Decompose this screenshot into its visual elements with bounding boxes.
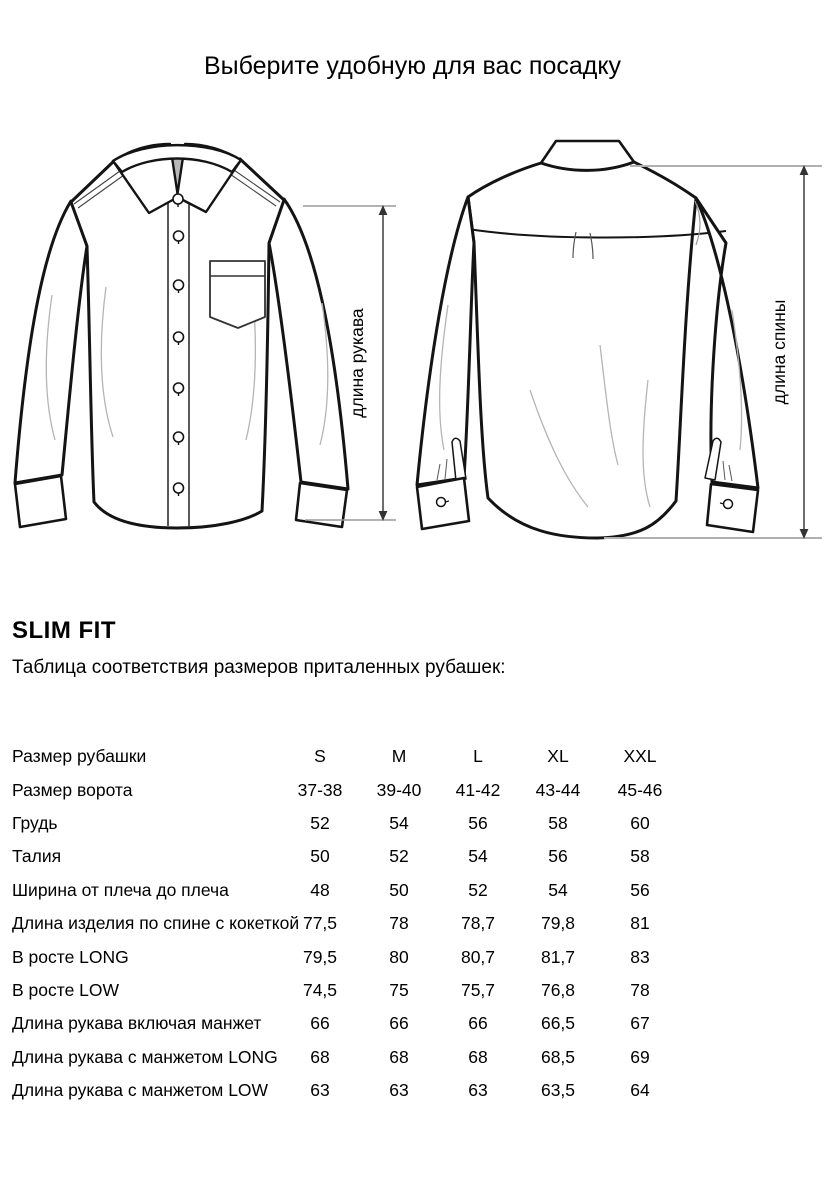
size-column-header: XXL xyxy=(623,746,657,767)
size-table-cell: 60 xyxy=(630,812,650,833)
size-table-cell: 63 xyxy=(468,1080,488,1101)
size-table-row-label: Ширина от плеча до плеча xyxy=(12,879,229,900)
size-table-row-label: Размер ворота xyxy=(12,779,133,800)
size-column-header: L xyxy=(473,746,483,767)
fit-diagram xyxy=(0,135,825,560)
size-table-cell: 68 xyxy=(468,1046,488,1067)
size-table-cell: 83 xyxy=(630,946,650,967)
size-table-cell: 58 xyxy=(548,812,568,833)
size-table-row-label: В росте LOW xyxy=(12,979,120,1000)
size-table-cell: 52 xyxy=(310,812,330,833)
shirt-front-illustration xyxy=(15,144,348,528)
back-length-label: длина спины xyxy=(769,299,789,405)
size-table-cell: 45-46 xyxy=(617,779,663,800)
size-table-row-label: Грудь xyxy=(12,812,58,833)
size-table-row-label: Талия xyxy=(12,846,62,867)
size-table-cell: 79,8 xyxy=(540,913,576,934)
size-table-cell: 54 xyxy=(389,812,409,833)
size-table-cell: 56 xyxy=(630,879,650,900)
size-table-cell: 52 xyxy=(389,846,409,867)
chest-pocket xyxy=(210,261,265,328)
size-table-row-label: Длина рукава с манжетом LOW xyxy=(12,1080,269,1101)
size-table xyxy=(12,740,674,1107)
size-table-cell: 48 xyxy=(310,879,330,900)
size-table-cell: 75 xyxy=(389,979,409,1000)
size-table-cell: 54 xyxy=(468,846,488,867)
size-table-cell: 78 xyxy=(389,913,409,934)
size-table-cell: 68,5 xyxy=(540,1046,576,1067)
size-table-cell: 43-44 xyxy=(535,779,581,800)
size-table-row-label: Длина рукава включая манжет xyxy=(12,1013,262,1034)
size-table-cell: 64 xyxy=(630,1080,650,1101)
size-table-cell: 67 xyxy=(630,1013,650,1034)
size-table-cell: 78,7 xyxy=(460,913,496,934)
size-table-cell: 77,5 xyxy=(302,913,338,934)
size-table-row-label: Размер рубашки xyxy=(12,746,147,767)
size-table-cell: 80 xyxy=(389,946,409,967)
fit-section-subtitle: Таблица соответствия размеров приталенных рубашек: xyxy=(12,657,506,678)
size-table-cell: 75,7 xyxy=(460,979,496,1000)
size-table-cell: 76,8 xyxy=(540,979,576,1000)
size-table-cell: 63 xyxy=(310,1080,330,1101)
size-table-cell: 54 xyxy=(548,879,568,900)
size-table-cell: 63 xyxy=(389,1080,409,1101)
size-table-cell: 56 xyxy=(468,812,488,833)
size-table-cell: 68 xyxy=(389,1046,409,1067)
size-table-cell: 50 xyxy=(389,879,409,900)
size-table-cell: 80,7 xyxy=(460,946,496,967)
size-table-cell: 68 xyxy=(310,1046,330,1067)
size-table-cell: 78 xyxy=(630,979,650,1000)
size-table-cell: 81 xyxy=(630,913,650,934)
size-table-cell: 56 xyxy=(548,846,568,867)
size-column-header: S xyxy=(314,746,326,767)
sleeve-length-label: длина рукава xyxy=(347,308,367,418)
size-table-cell: 79,5 xyxy=(302,946,338,967)
size-table-cell: 66 xyxy=(389,1013,409,1034)
size-table-cell: 69 xyxy=(630,1046,650,1067)
size-table-row-label: Длина изделия по спине с кокеткой xyxy=(12,913,300,934)
size-column-header: XL xyxy=(547,746,569,767)
size-table-cell: 74,5 xyxy=(302,979,338,1000)
size-table-cell: 37-38 xyxy=(297,779,343,800)
size-table-cell: 81,7 xyxy=(540,946,576,967)
page-title: Выберите удобную для вас посадку xyxy=(203,52,622,80)
size-table-cell: 41-42 xyxy=(455,779,501,800)
size-table-cell: 66 xyxy=(310,1013,330,1034)
size-table-cell: 39-40 xyxy=(376,779,422,800)
size-table-row-label: В росте LONG xyxy=(12,946,129,967)
size-table-cell: 63,5 xyxy=(540,1080,576,1101)
size-table-cell: 50 xyxy=(310,846,330,867)
size-table-cell: 58 xyxy=(630,846,650,867)
size-column-header: M xyxy=(391,746,407,767)
shirt-diagram-svg xyxy=(0,135,825,560)
size-table-cell: 66 xyxy=(468,1013,488,1034)
shirt-back-illustration xyxy=(417,141,758,538)
fit-section-heading: SLIM FIT xyxy=(12,617,116,644)
size-table-row-label: Длина рукава с манжетом LONG xyxy=(12,1046,278,1067)
size-table-cell: 66,5 xyxy=(540,1013,576,1034)
size-table-cell: 52 xyxy=(468,879,488,900)
